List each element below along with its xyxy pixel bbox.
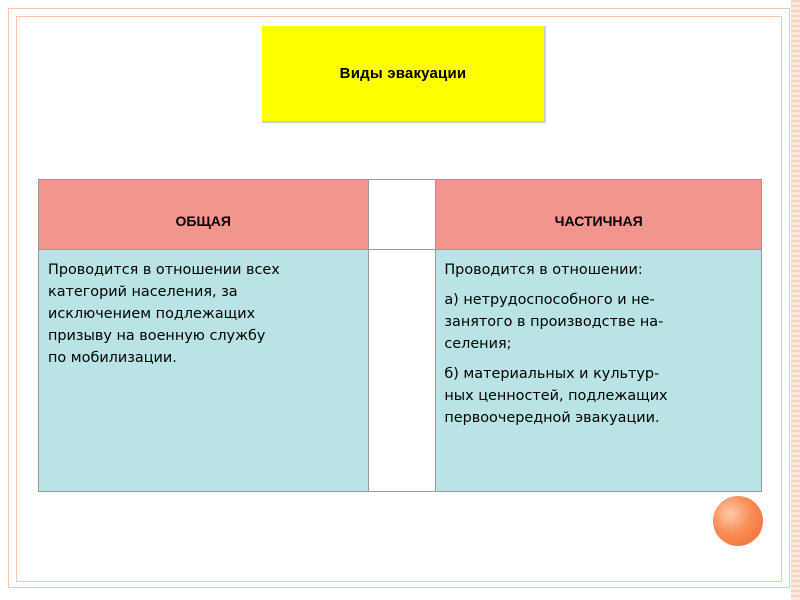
title-box (262, 26, 546, 123)
general-line: исключением подлежащих (48, 306, 256, 322)
decorative-orange-circle (713, 496, 763, 546)
header-cell-partial (436, 180, 762, 250)
partial-line: ных ценностей, подлежащих (444, 388, 668, 404)
partial-line: занятого в производстве на- (444, 314, 664, 330)
partial-description (436, 250, 761, 429)
partial-item-b (444, 363, 755, 429)
partial-line: б) материальных и культур- (444, 366, 660, 382)
general-description (39, 250, 368, 369)
body-gap-cell (368, 250, 436, 492)
decorative-side-strip (791, 0, 800, 600)
header-cell-general (39, 180, 369, 250)
partial-intro-paragraph (444, 259, 755, 281)
general-line: призыву на военную службу (48, 328, 266, 344)
body-cell-general (39, 250, 369, 492)
partial-item-a (444, 289, 755, 355)
table-header-row (39, 180, 762, 250)
partial-line: первоочередной эвакуации. (444, 410, 660, 426)
header-gap-cell (368, 180, 436, 250)
body-cell-partial (436, 250, 762, 492)
partial-line: Проводится в отношении: (444, 262, 643, 278)
evacuation-types-table (38, 179, 762, 492)
slide-title: Виды эвакуации (339, 65, 467, 82)
general-line: Проводится в отношении всех (48, 262, 280, 278)
table-body-row (39, 250, 762, 492)
partial-line: а) нетрудоспособного и не- (444, 292, 655, 308)
general-line: по мобилизации. (48, 350, 177, 366)
header-partial-label: ЧАСТИЧНАЯ (554, 212, 643, 229)
partial-line: селения; (444, 336, 512, 352)
header-general-label: ОБЩАЯ (175, 212, 231, 229)
general-line: категорий населения, за (48, 284, 238, 300)
